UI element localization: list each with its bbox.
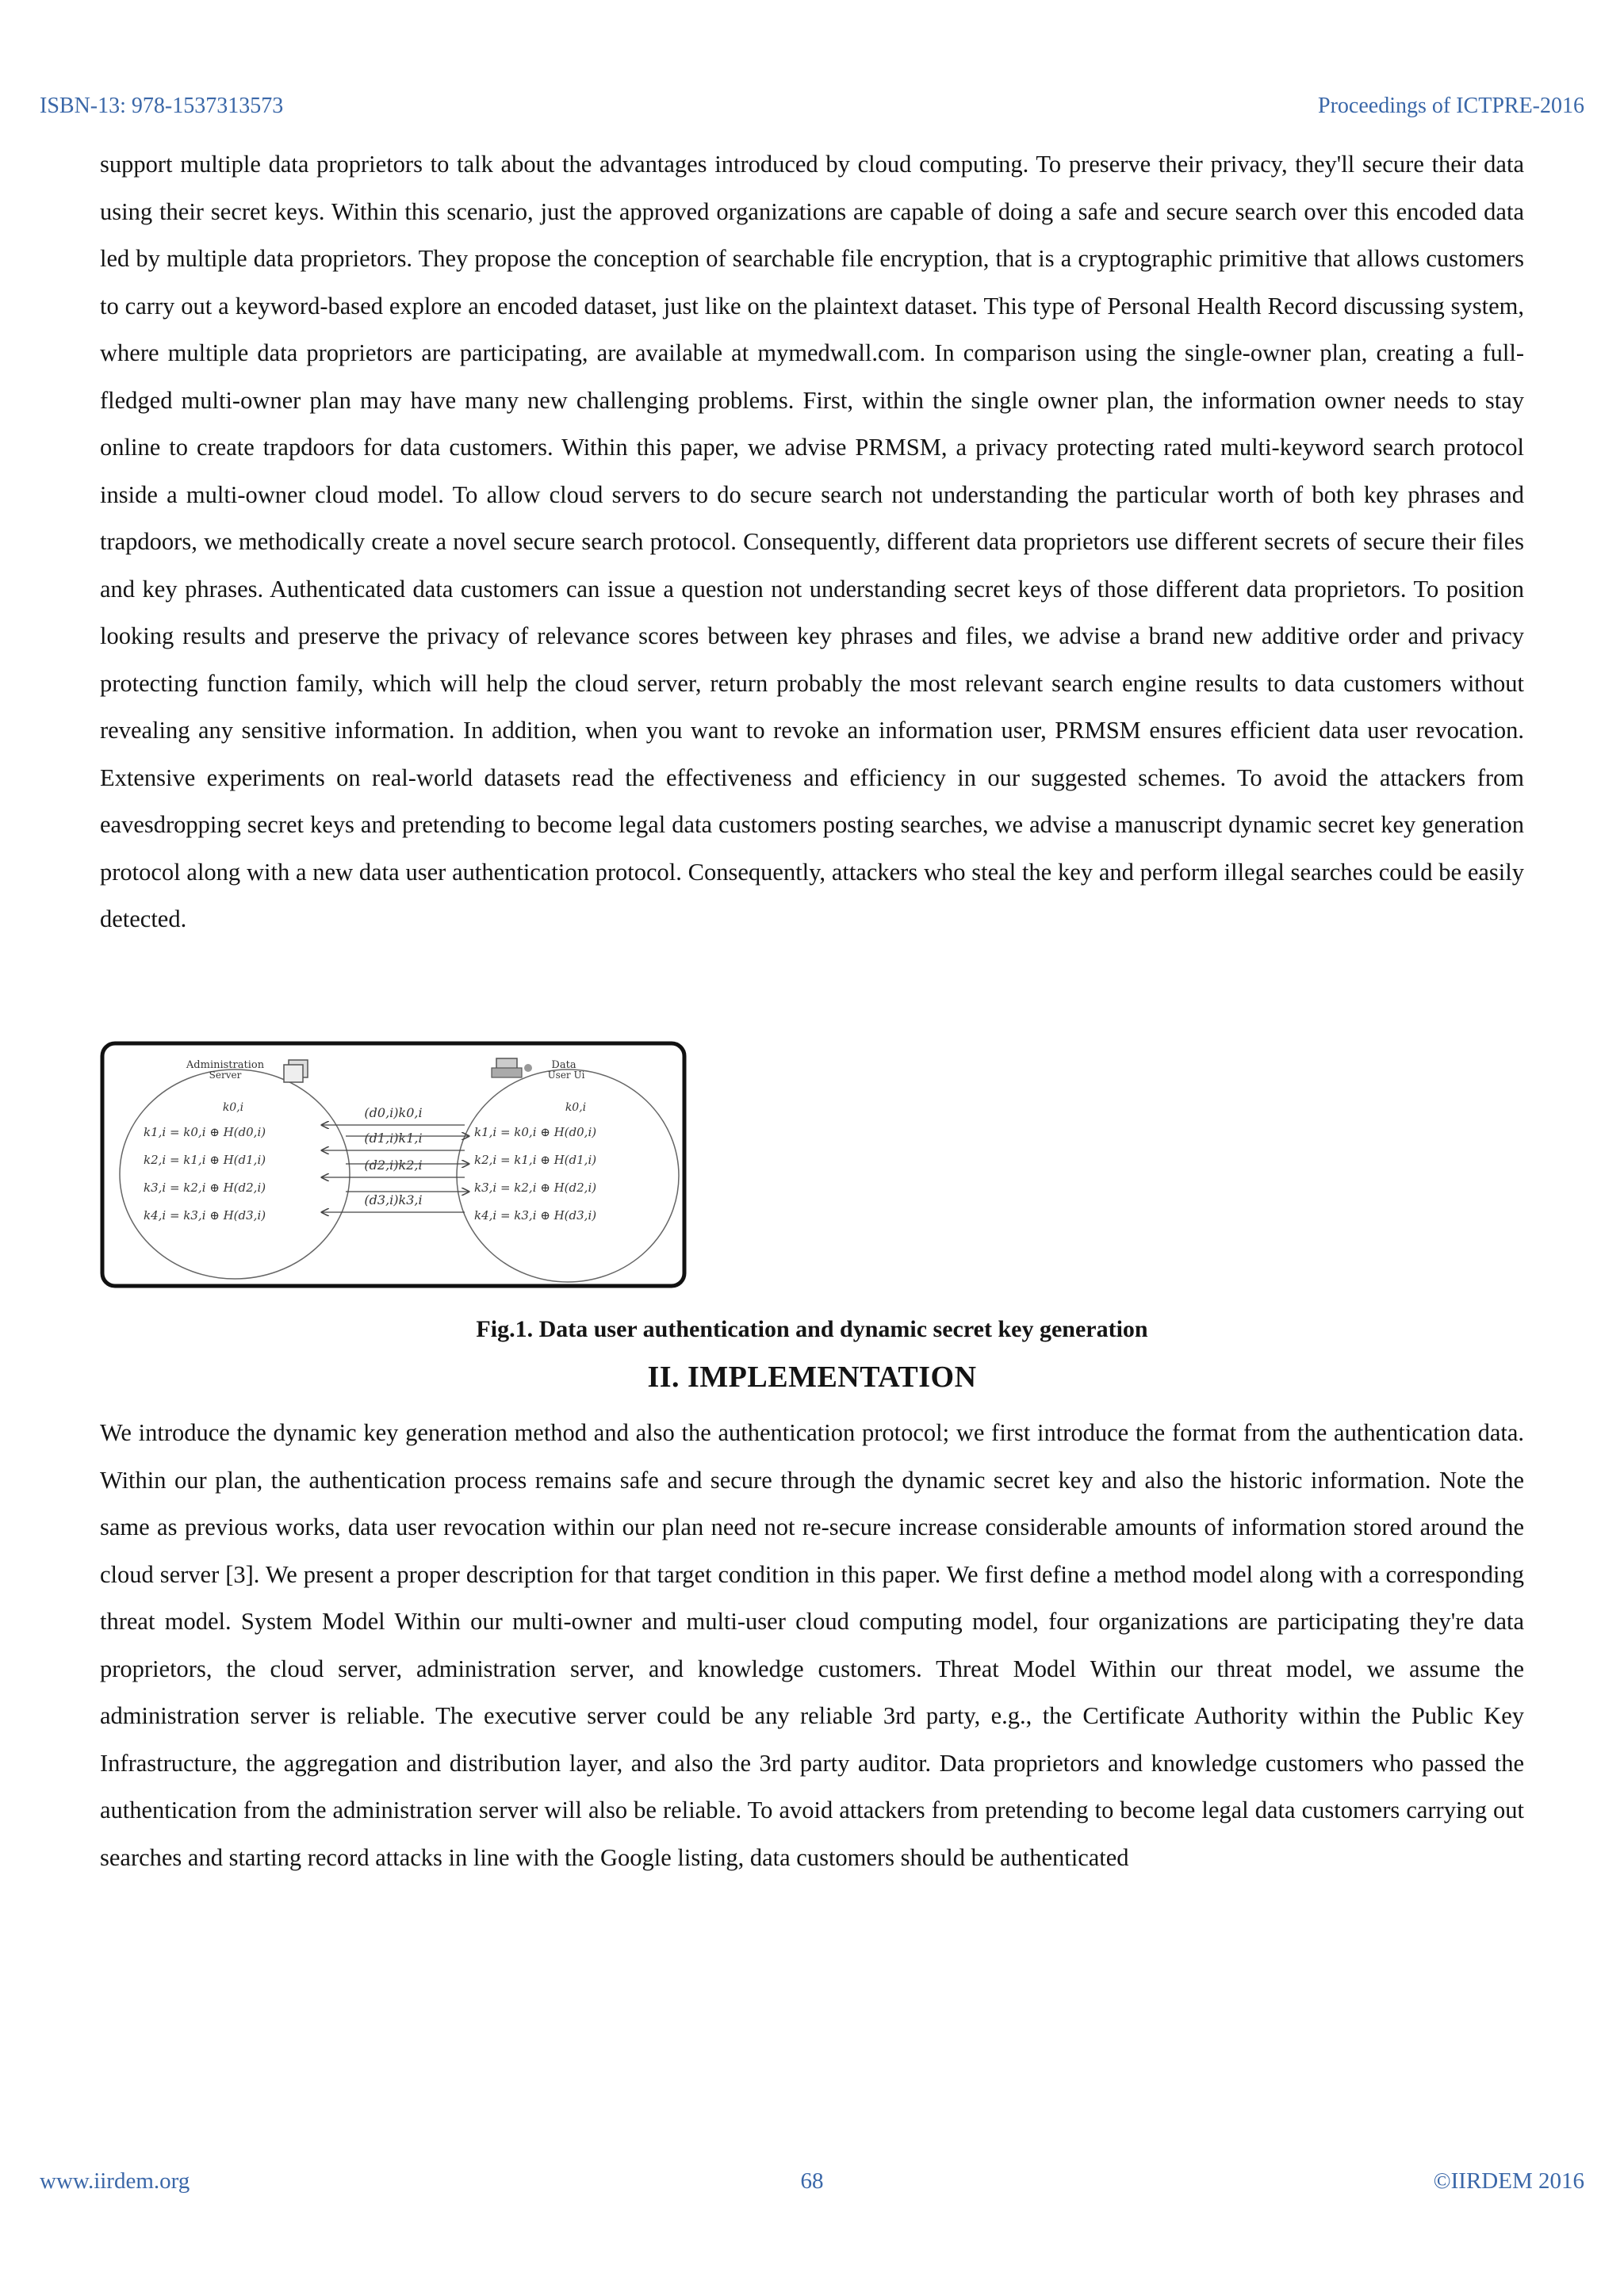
- page-number: 68: [800, 2168, 824, 2194]
- message-label: (d0,i)k0,i: [364, 1105, 423, 1120]
- copyright-label: ©IIRDEM 2016: [1433, 2168, 1584, 2194]
- user-label-line2: User Ui: [547, 1070, 585, 1081]
- user-label-line1: Data: [551, 1059, 576, 1071]
- page-footer: [0, 2168, 1624, 2200]
- user-formula: k4,i = k3,i ⊕ H(d3,i): [474, 1208, 597, 1223]
- admin-formula: k4,i = k3,i ⊕ H(d3,i): [144, 1208, 266, 1223]
- section-heading: II. IMPLEMENTATION: [647, 1360, 977, 1394]
- page-header: [0, 94, 1624, 125]
- proceedings-label: Proceedings of ICTPRE-2016: [1318, 94, 1584, 118]
- admin-key-0: k0,i: [222, 1101, 244, 1114]
- isbn-label: ISBN-13: 978-1537313573: [40, 94, 284, 118]
- message-label: (d1,i)k1,i: [364, 1131, 423, 1146]
- body-paragraph-2: We introduce the dynamic key generation method and also the authentication protocol; we first introduce the format from the authentication data. Within our plan, the authentication process remains safe and secure through the dynamic secret key and also the historic information. Note the same as previous works, data user revocation within our plan need not re-secure increase considerable amounts of information stored around the cloud server [3]. We present a proper description for that target condition in this paper. We first define a method model along with a corresponding threat model. System Model Within our multi-owner and multi-user cloud computing model, four organizations are participating they're data proprietors, the cloud server, administration server, and knowledge customers. Threat Model Within our threat model, we assume the administration server is reliable. The executive server could be any reliable 3rd party, e.g., the Certificate Authority within the Public Key Infrastructure, the aggregation and distribution layer, and also the 3rd party auditor. Data proprietors and knowledge customers who passed the authentication from the administration server will also be reliable. To avoid attackers from pretending to become legal data customers carrying out searches and starting record attacks in line with the Google listing, data customers should be authenticated: [100, 1419, 1524, 1871]
- admin-formula: k3,i = k2,i ⊕ H(d2,i): [144, 1181, 266, 1195]
- authentication-diagram: [100, 1041, 687, 1288]
- body-paragraph-1: support multiple data proprietors to talk about the advantages introduced by cloud computing. To preserve their privacy, they'll secure their data using their secret keys. Within this scenario, just the approved organizations are capable of doing a safe and secure search over this encoded data led by multiple data proprietors. They propose the conception of searchable file encryption, that is a cryptographic primitive that allows customers to carry out a keyword-based explore an encoded dataset, just like on the plaintext dataset. This type of Personal Health Record discussing system, where multiple data proprietors are participating, are available at mymedwall.com. In comparison using the single-owner plan, creating a full-fledged multi-owner plan may have many new challenging problems. First, within the single owner plan, the information owner needs to stay online to create trapdoors for data customers. Within this paper, we advise PRMSM, a privacy protecting rated multi-keyword search protocol inside a multi-owner cloud model. To allow cloud servers to do secure search not understanding the particular worth of both key phrases and trapdoors, we methodically create a novel secure search protocol. Consequently, different data proprietors use different secrets of secure their files and key phrases. Authenticated data customers can issue a question not understanding secret keys of those different data proprietors. To position looking results and preserve the privacy of relevance scores between key phrases and files, we advise a brand new additive order and privacy protecting function family, which will help the cloud server, return probably the most relevant search engine results to data customers without revealing any sensitive information. In addition, when you want to revoke an information user, PRMSM ensures efficient data user revocation. Extensive experiments on real-world datasets read the effectiveness and efficiency in our suggested schemes. To avoid the attackers from eavesdropping secret keys and pretending to become legal data customers posting searches, we advise a manuscript dynamic secret key generation protocol along with a new data user authentication protocol. Consequently, attackers who steal the key and perform illegal searches could be easily detected.: [100, 151, 1524, 932]
- admin-formula: k1,i = k0,i ⊕ H(d0,i): [144, 1125, 266, 1139]
- website-link[interactable]: www.iirdem.org: [40, 2168, 190, 2194]
- message-label: (d2,i)k2,i: [364, 1158, 423, 1173]
- admin-label-line2: Server: [209, 1070, 242, 1081]
- user-formula: k1,i = k0,i ⊕ H(d0,i): [474, 1125, 597, 1139]
- figure-1: [100, 1041, 687, 1288]
- user-formula: k2,i = k1,i ⊕ H(d1,i): [474, 1153, 597, 1167]
- admin-formula: k2,i = k1,i ⊕ H(d1,i): [144, 1153, 266, 1167]
- user-key-0: k0,i: [565, 1101, 587, 1114]
- user-formula: k3,i = k2,i ⊕ H(d2,i): [474, 1181, 597, 1195]
- message-label: (d3,i)k3,i: [364, 1192, 423, 1207]
- admin-label-line1: Administration: [186, 1059, 265, 1071]
- figure-caption: Fig.1. Data user authentication and dynamic secret key generation: [476, 1316, 1148, 1342]
